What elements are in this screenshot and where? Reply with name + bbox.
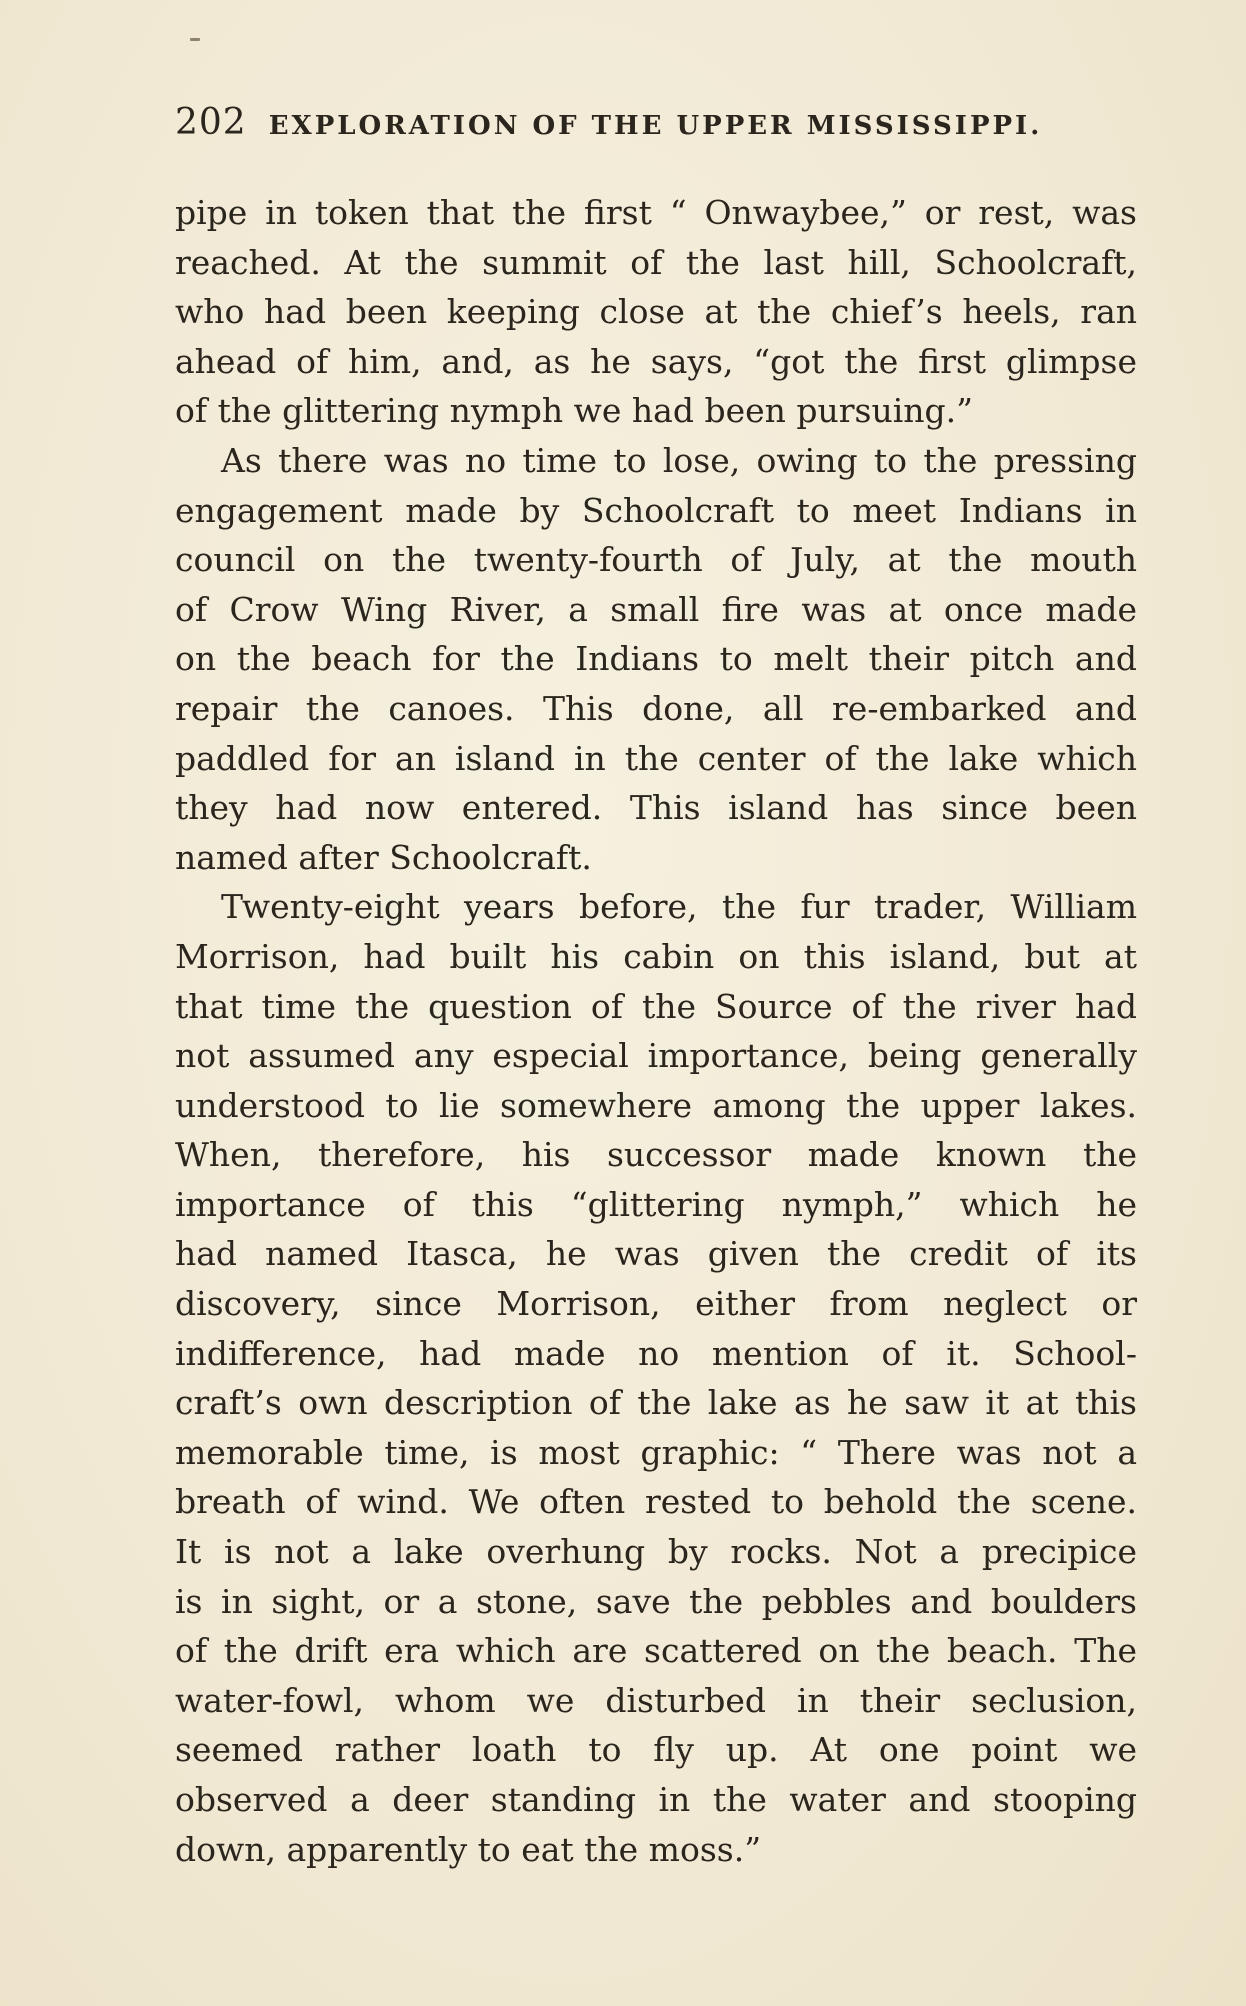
text-line: ahead of him, and, as he says, “got the first glimpse <box>175 341 1137 381</box>
text-line: they had now entered. This island has since been <box>175 788 1137 828</box>
body-text <box>175 188 1137 1874</box>
text-line: discovery, since Morrison, either from neglect or <box>175 1284 1137 1324</box>
text-line: is in sight, or a stone, save the pebbles and boulders <box>175 1581 1137 1621</box>
print-speck <box>190 38 200 41</box>
text-line: down, apparently to eat the moss.” <box>175 1829 762 1869</box>
text-line: When, therefore, his successor made known the <box>175 1135 1137 1175</box>
text-line: It is not a lake overhung by rocks. Not a precipice <box>175 1532 1137 1572</box>
text-line: that time the question of the Source of the river had <box>175 986 1137 1026</box>
text-line: reached. At the summit of the last hill, Schoolcraft, <box>175 242 1137 282</box>
running-title: EXPLORATION OF THE UPPER MISSISSIPPI. <box>268 111 1043 141</box>
text-line: of the drift era which are scattered on the beach. The <box>175 1631 1137 1671</box>
text-line: observed a deer standing in the water and stooping <box>175 1780 1137 1819</box>
text-line: not assumed any especial importance, being generally <box>175 1036 1137 1076</box>
text-line: council on the twenty-fourth of July, at the mouth <box>175 540 1137 580</box>
text-line: had named Itasca, he was given the credit of its <box>175 1234 1137 1274</box>
text-line: who had been keeping close at the chief’s heels, ran <box>175 292 1137 332</box>
text-line: repair the canoes. This done, all re-embarked and <box>175 688 1137 728</box>
paragraph-first-line: As there was no time to lose, owing to the pressing <box>221 440 1137 480</box>
text-line: named after Schoolcraft. <box>175 837 592 877</box>
page-number: 202 <box>175 102 247 143</box>
text-line: importance of this “glittering nymph,” which he <box>175 1184 1137 1224</box>
text-line: Morrison, had built his cabin on this island, but at <box>175 936 1137 976</box>
text-line: water-fowl, whom we disturbed in their seclusion, <box>175 1680 1137 1720</box>
text-line: engagement made by Schoolcraft to meet Indians in <box>175 490 1137 530</box>
paragraph-first-line: Twenty-eight years before, the fur trader, William <box>221 887 1137 927</box>
text-line: of Crow Wing River, a small fire was at once made <box>175 589 1137 629</box>
text-line: breath of wind. We often rested to behold the scene. <box>175 1482 1137 1522</box>
running-head <box>175 102 1075 146</box>
text-line: of the glittering nymph we had been pursuing.” <box>175 391 974 431</box>
text-line: pipe in token that the first “ Onwaybee,” or rest, was <box>175 193 1137 232</box>
text-line: craft’s own description of the lake as he saw it at this <box>175 1383 1137 1423</box>
text-line: memorable time, is most graphic: “ There was not a <box>175 1432 1137 1472</box>
text-line: seemed rather loath to fly up. At one point we <box>175 1730 1137 1770</box>
text-line: indifference, had made no mention of it. School- <box>175 1333 1137 1373</box>
text-line: on the beach for the Indians to melt their pitch and <box>175 639 1137 679</box>
text-line: understood to lie somewhere among the upper lakes. <box>175 1085 1137 1125</box>
text-line: paddled for an island in the center of the lake which <box>175 738 1137 778</box>
